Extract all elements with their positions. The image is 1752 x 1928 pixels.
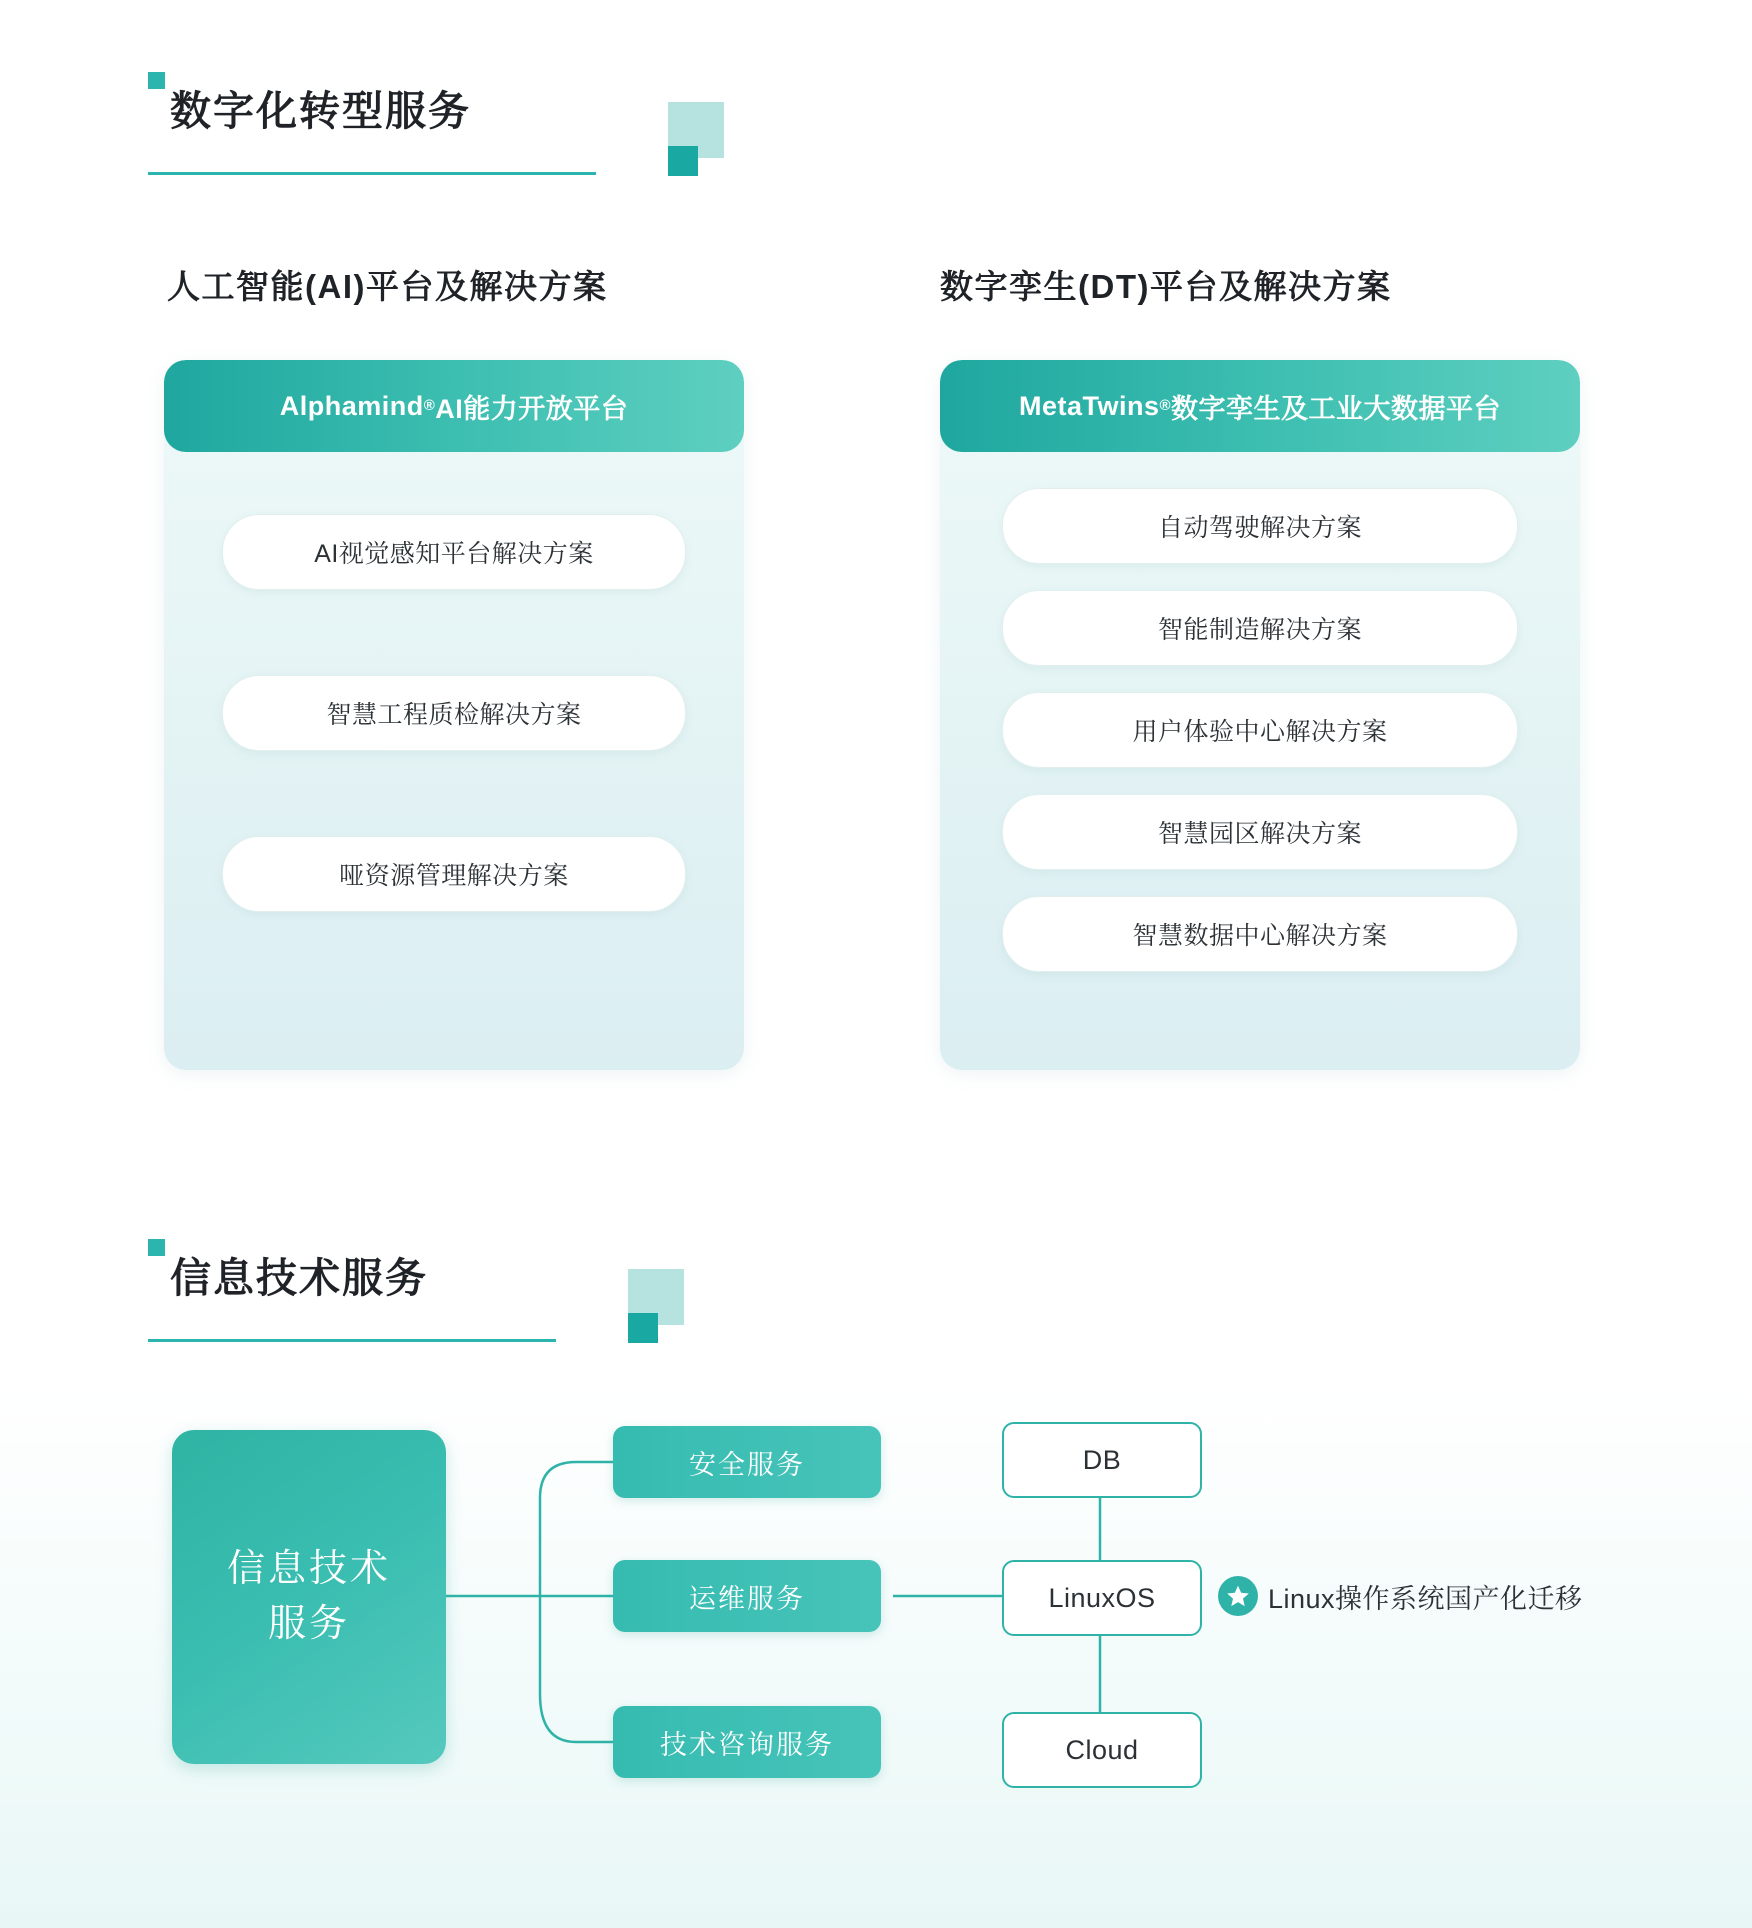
- diagram-node-ops-service[interactable]: 运维服务: [613, 1560, 881, 1632]
- diagram-root-line2: 服务: [267, 1603, 350, 1645]
- subsection-title-dt: 数字孪生(DT)平台及解决方案: [940, 268, 1392, 305]
- heading-underline: [148, 172, 596, 175]
- section-title: 数字化转型服务: [170, 88, 471, 134]
- card-dt-header-rest: 数字孪生及工业大数据平台: [1171, 393, 1502, 424]
- star-icon: [1218, 1576, 1258, 1616]
- diagram-node-cloud[interactable]: Cloud: [1002, 1712, 1202, 1788]
- diagram-node-linuxos[interactable]: LinuxOS: [1002, 1560, 1202, 1636]
- subsection-title-ai: 人工智能(AI)平台及解决方案: [167, 268, 608, 305]
- diagram-note-linux-migration: [1218, 1576, 1583, 1616]
- list-item[interactable]: 智能制造解决方案: [1002, 590, 1518, 666]
- list-item[interactable]: AI视觉感知平台解决方案: [222, 514, 686, 590]
- diagram-node-db[interactable]: DB: [1002, 1422, 1202, 1498]
- diagram-note-label: Linux操作系统国产化迁移: [1268, 1583, 1583, 1614]
- section-heading-it-services: [148, 1255, 428, 1316]
- section-heading-digital-transformation: [148, 88, 471, 149]
- card-ai-item-list: [164, 452, 744, 912]
- diagram-node-consulting-service[interactable]: 技术咨询服务: [613, 1706, 881, 1778]
- card-dt-header-main: MetaTwins: [1018, 390, 1160, 421]
- section-title: 信息技术服务: [170, 1255, 428, 1301]
- card-ai-header-main: Alphamind: [279, 390, 424, 421]
- list-item[interactable]: 自动驾驶解决方案: [1002, 488, 1518, 564]
- list-item[interactable]: 哑资源管理解决方案: [222, 836, 686, 912]
- list-item[interactable]: 智慧数据中心解决方案: [1002, 896, 1518, 972]
- accent-square-small: [148, 72, 165, 89]
- card-ai-header-rest: AI能力开放平台: [435, 393, 629, 424]
- diagram-root-line1: 信息技术: [226, 1547, 391, 1590]
- diagram-node-security-service[interactable]: 安全服务: [613, 1426, 881, 1498]
- heading-underline: [148, 1339, 556, 1342]
- card-dt-platform: [940, 360, 1580, 1070]
- card-dt-header: MetaTwins ® 数字孪生及工业大数据平台: [940, 360, 1580, 452]
- list-item[interactable]: 用户体验中心解决方案: [1002, 692, 1518, 768]
- accent-square-mid: [628, 1313, 658, 1343]
- accent-square-small: [148, 1239, 165, 1256]
- list-item[interactable]: 智慧工程质检解决方案: [222, 675, 686, 751]
- diagram-root-it-services: [172, 1430, 446, 1764]
- accent-square-mid: [668, 146, 698, 176]
- card-ai-platform: [164, 360, 744, 1070]
- list-item[interactable]: 智慧园区解决方案: [1002, 794, 1518, 870]
- card-ai-header: Alphamind ® AI能力开放平台: [164, 360, 744, 452]
- card-dt-item-list: [940, 452, 1580, 972]
